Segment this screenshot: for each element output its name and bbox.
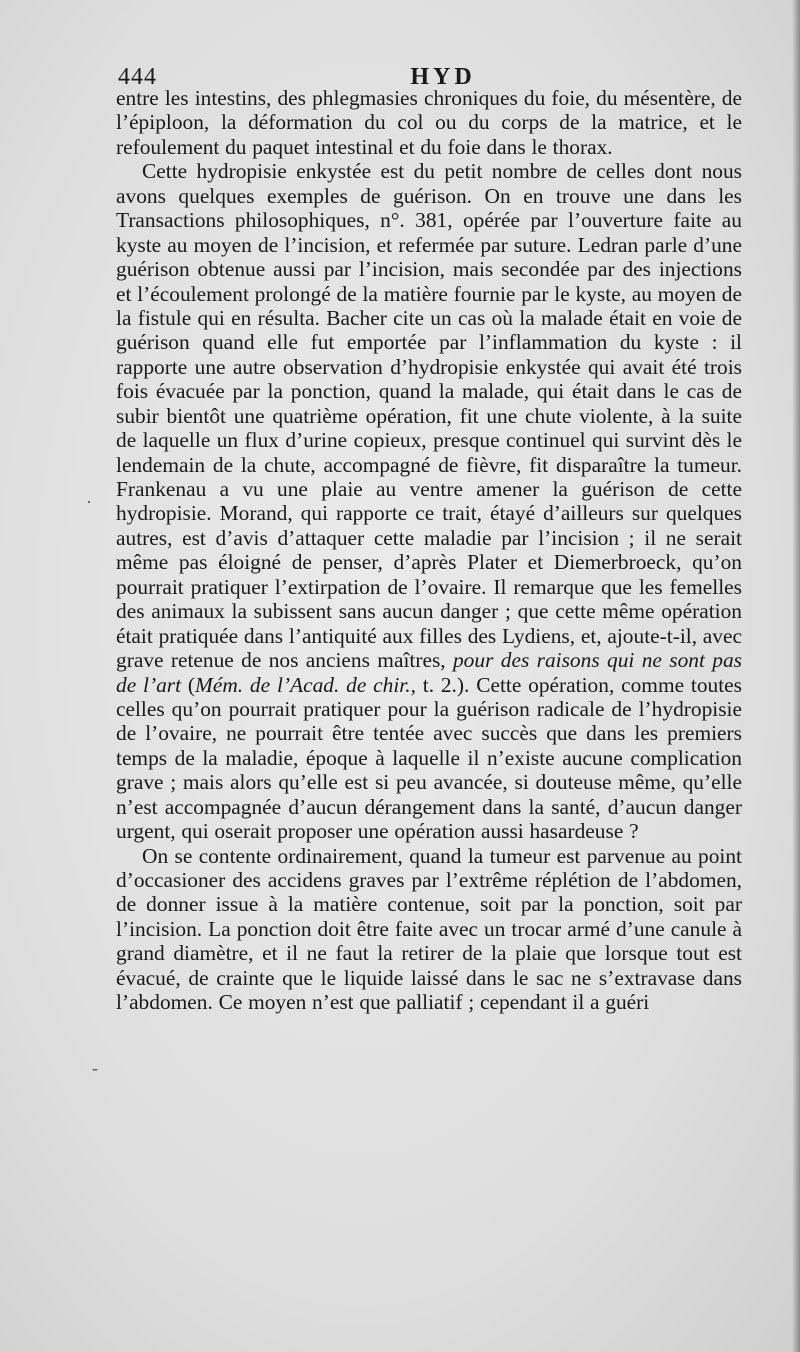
body-text [116, 86, 742, 1015]
paragraph-2-italic-quote: pour des raisons qui ne sont pas de l’art [116, 648, 742, 697]
paragraph-2 [116, 159, 742, 843]
page-gutter-shadow [792, 0, 800, 1352]
page-number: 444 [118, 64, 157, 90]
paragraph-3: On se contente ordinairement, quand la tumeur est parvenue au point d’occasioner des accidens graves par l’extrême réplétion de l’abdomen, de donner issue à la matière contenue, soit par la ponction, soit par l’incision. La ponction doit être faite avec un trocar armé d’une canule à grand diamètre, et il ne faut la retirer de la plaie que lorsque tout est évacué, de crainte que le liquide laissé dans le sac ne s’extravase dans l’abdomen. Ce moyen n’est que palliatif ; cependant il a guéri [116, 843, 742, 1015]
margin-dash: - [92, 1058, 98, 1078]
paragraph-2-text-c: , t. 2.). Cette opération, comme toutes celles qu’on pourrait pratiquer pour la guérison radicale de l’hydropisie de l’ovaire, ne pourrait être tentée avec succès que dans les premiers temps de la maladie, époque à laquelle il n’existe aucune complication grave ; mais alors qu’elle est si peu avancée, si douteuse même, qu’elle n’est accompagnée d’aucun dérangement dans la santé, d’aucun danger urgent, qui oserait proposer une opération aussi hasardeuse ? [116, 672, 742, 844]
paragraph-2-text-b: ( [181, 672, 195, 697]
paragraph-1: entre les intestins, des phlegmasies chroniques du foie, du mésentère, de l’épiploon, la déformation du col ou du corps de la matrice, et le refoulement du paquet intestinal et du foie dans le thorax. [116, 86, 742, 159]
paragraph-2-text-a: Cette hydropisie enkystée est du petit nombre de celles dont nous avons quelques exemples de guérison. On en trouve une dans les Transactions philosophiques, n°. 381, opérée par l’ouverture faite au kyste au moyen de l’incision, et refermée par suture. Ledran parle d’une guérison obtenue aussi par l’incision, mais secondée par des injections et l’écoulement prolongé de la matière fournie par le kyste, au moyen de la fistule qui en résulta. Bacher cite un cas où la malade était en voie de guérison quand elle fut emportée par l’inflammation du kyste : il rapporte une autre observation d’hydropisie enkystée qui avait été trois fois évacuée par la ponction, quand la malade, qui était dans le cas de subir bientôt une quatrième opération, fit une chute violente, à la suite de laquelle un flux d’urine copieux, presque continuel qui survint dès le lendemain de la chute, accompagné de fièvre, fit disparaître la tumeur. Frankenau a vu une plaie au ventre amener la guérison de cette hydropisie. Morand, qui rapporte ce trait, étayé d’ailleurs sur quelques autres, est d’avis d’attaquer cette maladie par l’incision ; il ne serait même pas éloigné de penser, d’après Plater et Diemerbroeck, qu’on pourrait pratiquer l’extirpation de l’ovaire. Il remarque que les femelles des animaux la subissent sans aucun danger ; que cette même opération était pratiquée dans l’antiquité aux filles des Lydiens, et, ajoute-t-il, avec grave retenue de nos anciens maîtres, [116, 159, 742, 673]
margin-dot: · [86, 492, 92, 512]
running-head: HYD [410, 64, 476, 90]
paragraph-2-italic-citation: Mém. de l’Acad. de chir. [195, 672, 411, 697]
